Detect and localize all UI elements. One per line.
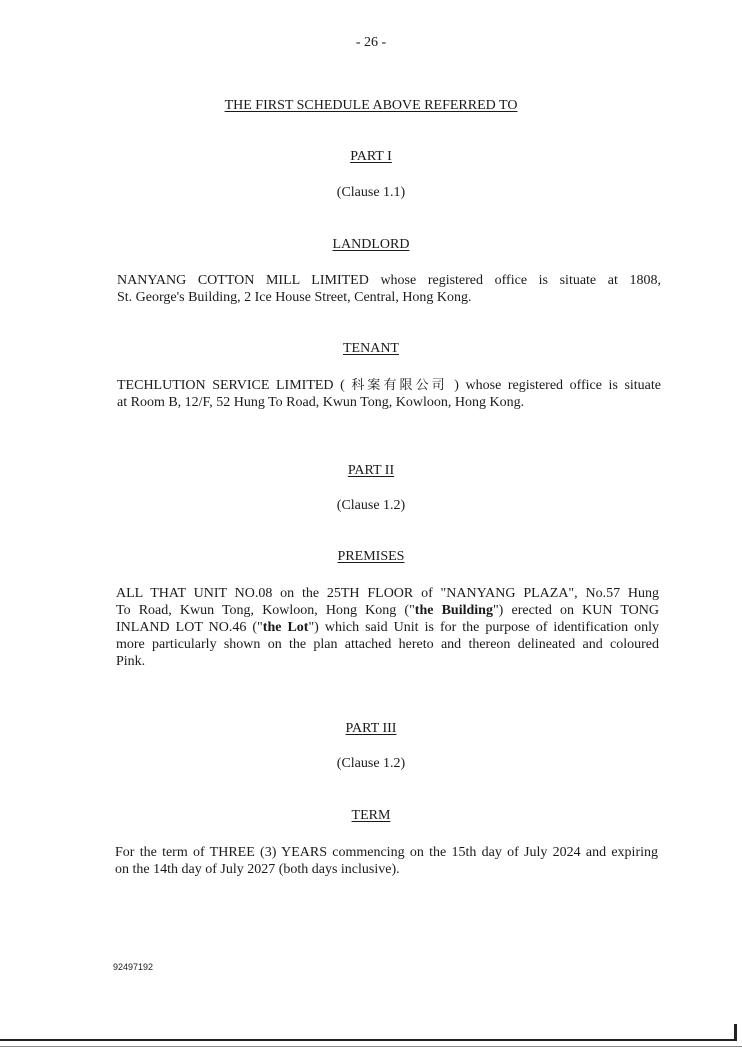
building-defined-term: the Building [414,603,493,618]
part1-heading-text: PART I [350,149,392,164]
term-line-1: For the term of THREE (3) YEARS commencing on the 15th day of July 2024 and expiring [115,845,658,860]
tenant-line-2: at Room B, 12/F, 52 Hung To Road, Kwun Tong, Kowloon, Hong Kong. [117,395,525,410]
schedule-title-text: THE FIRST SCHEDULE ABOVE REFERRED TO [224,98,518,113]
premises-line-4: more particularly shown on the plan attached hereto and thereon delineated and coloured [116,637,659,652]
document-reference: 92497192 [113,962,154,972]
term-line-2: on the 14th day of July 2027 (both days inclusive). [115,862,400,877]
part2-clause: (Clause 1.2) [336,498,406,513]
part3-clause: (Clause 1.2) [336,756,406,771]
premises-line-2-a: To Road, Kwun Tong, Kowloon, Hong Kong (" [116,603,415,618]
part2-heading [0,463,742,479]
page-bottom-edge [0,1046,742,1047]
premises-line-3 [116,619,659,636]
part1-heading [0,149,742,165]
tenant-name: TECHLUTION SERVICE LIMITED ( [117,378,345,393]
part3-heading-text: PART III [345,721,397,736]
landlord-heading-text: LANDLORD [332,237,410,252]
page-corner-mark [734,1024,737,1041]
tenant-chinese-name: 科案有限公司 [351,378,448,393]
premises-heading-text: PREMISES [337,549,405,564]
landlord-paragraph [117,272,661,306]
tenant-heading-text: TENANT [343,341,399,356]
part1-clause: (Clause 1.1) [336,185,406,200]
tenant-heading [0,341,742,357]
page-bottom-rule [0,1039,736,1041]
premises-line-3-a: INLAND LOT NO.46 (" [116,620,263,635]
premises-heading [0,549,742,565]
premises-line-2 [116,602,659,619]
tenant-after-name: ) whose registered office is situate [454,378,661,393]
term-paragraph [115,844,658,878]
premises-paragraph [116,585,659,670]
part3-heading [0,721,742,737]
premises-line-1: ALL THAT UNIT NO.08 on the 25TH FLOOR of "NANYANG PLAZA", No.57 Hung [116,586,659,601]
premises-line-2-b: ") erected on KUN TONG [492,603,659,618]
schedule-title [0,98,742,114]
part2-heading-text: PART II [347,463,395,478]
premises-line-5: Pink. [116,654,146,669]
landlord-heading [0,237,742,253]
landlord-line-2: St. George's Building, 2 Ice House Street, Central, Hong Kong. [117,290,472,305]
term-heading [0,808,742,824]
lot-defined-term: the Lot [262,620,309,635]
landlord-line-1: NANYANG COTTON MILL LIMITED whose registered office is situate at 1808, [117,273,661,288]
tenant-paragraph [117,377,661,411]
term-heading-text: TERM [351,808,391,823]
tenant-line-1 [117,377,661,394]
premises-line-3-b: ") which said Unit is for the purpose of identification only [308,620,659,635]
page-number: - 26 - [355,35,387,50]
